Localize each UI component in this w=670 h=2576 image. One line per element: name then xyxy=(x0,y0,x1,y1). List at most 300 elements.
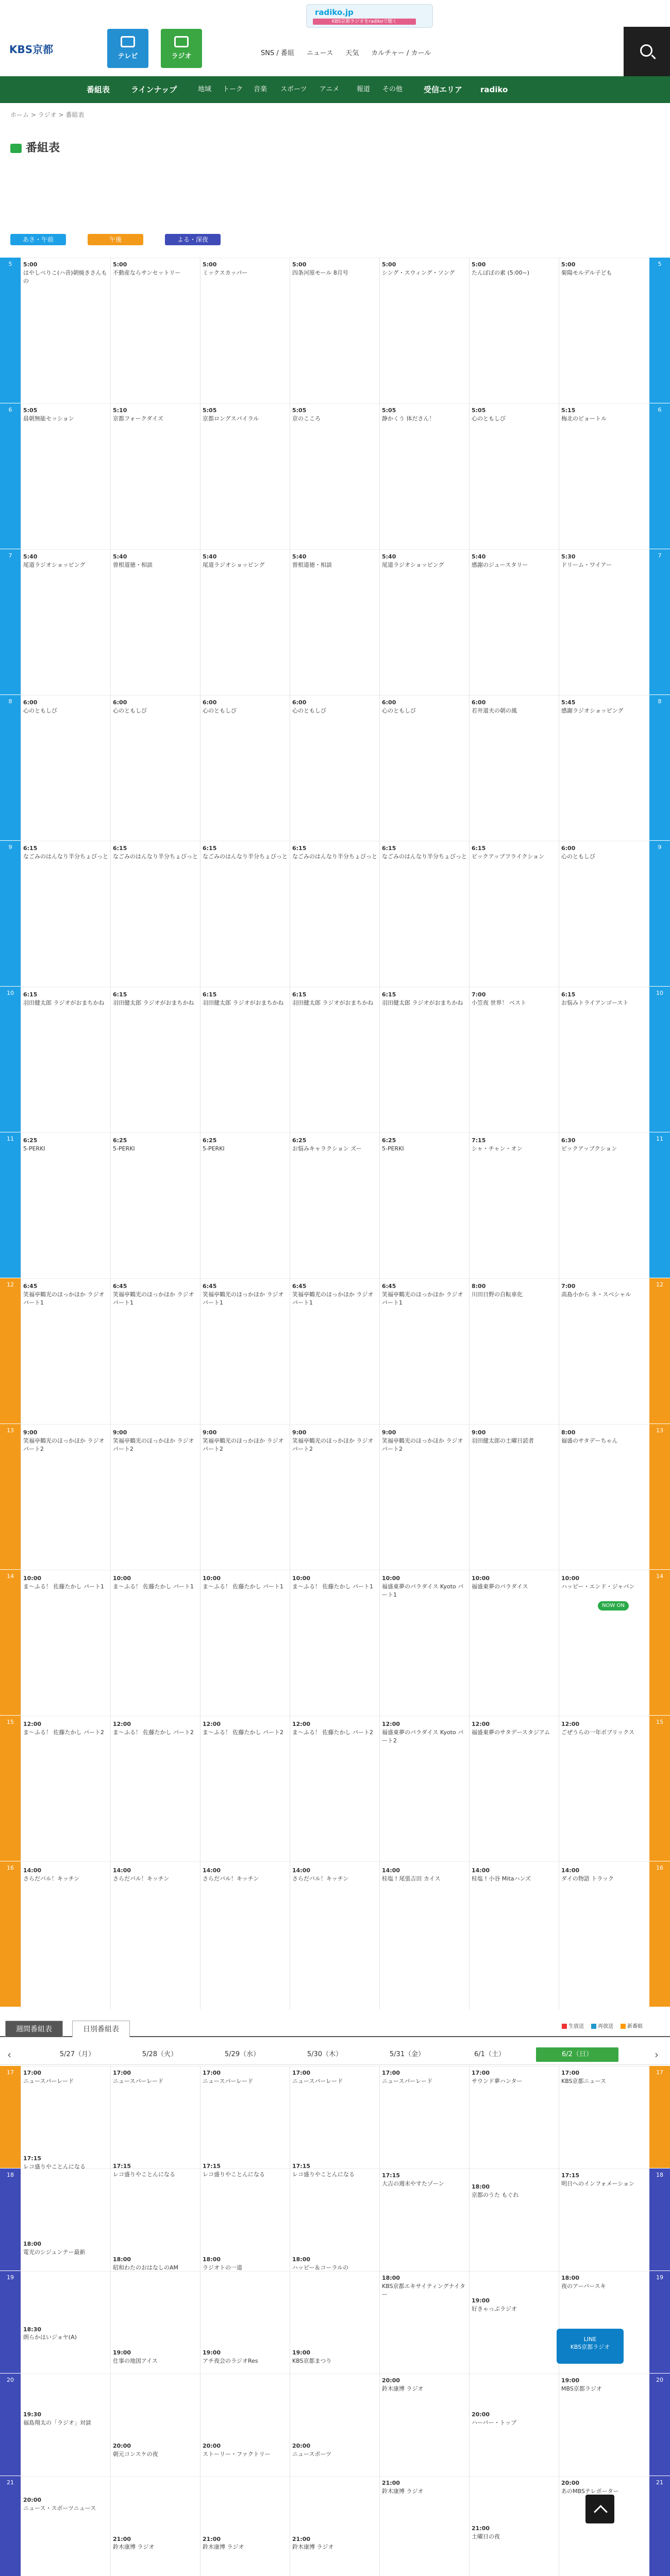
day-column xyxy=(21,258,110,2009)
program-cell[interactable] xyxy=(561,1429,646,1569)
program-cell[interactable] xyxy=(292,1282,377,1423)
program-title[interactable]: 5-PERKI xyxy=(203,1145,225,1152)
program-title[interactable]: レコ盛りやことんになる xyxy=(292,2171,355,2178)
program-cell[interactable] xyxy=(292,699,377,839)
program-cell[interactable] xyxy=(113,1720,198,1861)
program-cell[interactable] xyxy=(113,2442,198,2530)
program-title[interactable]: ま～ふる！ 佐藤たかし パート1 xyxy=(113,1583,194,1590)
program-title[interactable]: ニュース・スポーツニュース xyxy=(23,2505,96,2512)
program-title[interactable]: 四条河原モール 8月号 xyxy=(292,269,348,276)
program-title[interactable]: 羽田健太郎 ラジオがおまちかね xyxy=(382,999,463,1006)
date-6-today[interactable]: 6/2（日） xyxy=(536,2047,618,2062)
program-title[interactable]: 朗らかはいジョヤ(A) xyxy=(23,2334,77,2341)
program-title[interactable]: ニュースパーレード xyxy=(203,2077,254,2084)
program-title[interactable]: 桂塩 ! 尾張吉田 カイス xyxy=(382,1875,441,1882)
program-title[interactable]: 5-PERKI xyxy=(23,1145,45,1152)
program-cell[interactable] xyxy=(23,1282,108,1423)
program-cell[interactable] xyxy=(113,699,198,839)
program-title[interactable]: 羽田健太郎の土曜日読者 xyxy=(472,1437,534,1444)
program-cell[interactable] xyxy=(382,2479,467,2576)
program-cell[interactable] xyxy=(561,2069,646,2166)
program-cell[interactable] xyxy=(23,553,108,693)
program-cell[interactable] xyxy=(23,699,108,839)
program-cell[interactable] xyxy=(382,2069,467,2166)
program-title[interactable]: 福盛東夢のパラダイス xyxy=(472,1583,528,1590)
program-cell[interactable] xyxy=(23,2069,108,2149)
program-title[interactable]: 笑福亭鶴光のほっかほか ラジオ パート2 xyxy=(23,1437,105,1452)
program-cell[interactable] xyxy=(203,2162,288,2250)
program-title[interactable]: 笑福亭鶴光のほっかほか ラジオ パート1 xyxy=(203,1291,284,1307)
program-title[interactable]: 仕事の地図アイス xyxy=(113,2357,158,2364)
program-cell[interactable] xyxy=(382,2172,467,2269)
program-title[interactable]: 昭和わたのおはなしのAM xyxy=(113,2264,179,2271)
program-cell[interactable] xyxy=(203,991,288,1131)
program-title[interactable]: さらだバル！キッチン xyxy=(203,1875,259,1882)
program-cell[interactable] xyxy=(23,991,108,1131)
nav-schedule[interactable]: 番組表 xyxy=(87,85,110,94)
program-cell[interactable] xyxy=(472,2524,557,2576)
program-time: 6:25 xyxy=(203,1137,217,1144)
program-title[interactable]: さらだバル！キッチン xyxy=(113,1875,170,1882)
program-title[interactable]: 尾道ラジオショッピング xyxy=(382,561,444,568)
program-cell[interactable] xyxy=(472,2297,557,2405)
program-cell[interactable] xyxy=(292,2349,377,2437)
program-cell[interactable] xyxy=(382,699,467,839)
program-cell[interactable] xyxy=(561,699,646,839)
prev-week-button[interactable]: ‹ xyxy=(7,2048,11,2061)
program-cell[interactable] xyxy=(561,2172,646,2269)
top-nav-culture[interactable]: カルチャー / カール xyxy=(371,49,431,57)
program-title[interactable]: ま～ふる！ 佐藤たかし パート1 xyxy=(292,1583,373,1590)
promo-banner[interactable]: LINE KBS京都ラジオ xyxy=(557,2329,624,2364)
program-cell[interactable] xyxy=(203,2256,288,2344)
program-cell[interactable] xyxy=(113,2535,198,2576)
nav-talk[interactable]: トーク xyxy=(223,86,243,93)
program-cell[interactable] xyxy=(113,2069,198,2157)
program-cell[interactable] xyxy=(561,1137,646,1277)
nav-anime[interactable]: アニメ xyxy=(320,86,340,93)
program-title[interactable]: 鈴木康博 ラジオ xyxy=(203,2544,244,2551)
program-cell[interactable] xyxy=(382,2377,467,2474)
program-title[interactable]: KBS京都ニュース xyxy=(561,2077,606,2084)
program-cell[interactable] xyxy=(292,844,377,985)
program-title[interactable]: 笑福亭鶴光のほっかほか ラジオ パート2 xyxy=(382,1437,463,1452)
program-title[interactable]: MBS京都ラジオ xyxy=(561,2385,602,2392)
top-nav-sns[interactable]: SNS / 番組 xyxy=(261,49,294,57)
program-cell[interactable] xyxy=(113,1137,198,1277)
program-cell[interactable] xyxy=(23,2411,108,2491)
program-title[interactable]: 感謝ラジオショッピング xyxy=(561,707,624,714)
program-title[interactable]: ストーリー・ファクトリー xyxy=(203,2450,271,2458)
program-cell[interactable] xyxy=(292,2069,377,2157)
date-2[interactable]: 5/29（水） xyxy=(224,2050,260,2058)
nav-lineup[interactable]: ラインナップ xyxy=(131,85,177,94)
program-title[interactable]: お悩みトライアンゴースト xyxy=(561,999,629,1006)
program-title[interactable]: 羽田健太郎 ラジオがおまちかね xyxy=(292,999,374,1006)
program-cell[interactable] xyxy=(382,1867,467,2007)
program-cell[interactable] xyxy=(472,1137,557,1277)
program-title[interactable]: 大吉の週末やすたゾーン xyxy=(382,2180,444,2187)
program-cell[interactable] xyxy=(382,1282,467,1423)
program-cell[interactable] xyxy=(472,1429,557,1569)
program-cell[interactable] xyxy=(23,2496,108,2576)
program-title[interactable]: 尾道ラジオショッピング xyxy=(203,561,265,568)
program-title[interactable]: ま～ふる！ 佐藤たかし パート2 xyxy=(23,1729,104,1736)
program-title[interactable]: 土曜日の夜 xyxy=(472,2533,500,2540)
program-title[interactable]: ハーバー・トップ xyxy=(472,2419,517,2427)
program-cell[interactable] xyxy=(292,1720,377,1861)
nav-sports[interactable]: スポーツ xyxy=(280,86,307,93)
program-title[interactable]: 静かくう 体ださん！ xyxy=(382,415,435,422)
program-cell[interactable] xyxy=(472,2411,557,2519)
program-cell[interactable] xyxy=(113,261,198,401)
program-title[interactable]: たんぽぽの素 (5:00~) xyxy=(472,269,529,276)
program-title[interactable]: 5-PERKI xyxy=(113,1145,135,1152)
program-cell[interactable] xyxy=(23,2240,108,2320)
program-title[interactable]: 羽田健太郎 ラジオがおまちかね xyxy=(203,999,284,1006)
search-button[interactable] xyxy=(624,27,670,76)
program-cell[interactable] xyxy=(203,2069,288,2157)
program-title[interactable]: さらだバル！キッチン xyxy=(292,1875,349,1882)
program-title[interactable]: お悩みキャラクション ズー xyxy=(292,1145,362,1152)
date-5[interactable]: 6/1（土） xyxy=(474,2050,505,2058)
program-time: 6:15 xyxy=(472,845,486,852)
program-cell[interactable] xyxy=(472,699,557,839)
program-title[interactable]: なごみのはんなり半分ちょびっと xyxy=(292,853,377,860)
program-cell[interactable] xyxy=(292,406,377,547)
program-title[interactable]: レコ盛りやことんになる xyxy=(113,2171,175,2178)
program-title[interactable]: ピックアップクション xyxy=(561,1145,617,1152)
program-title[interactable]: なごみのはんなり半分ちょびっと xyxy=(23,853,108,860)
program-title[interactable]: ま～ふる！ 佐藤たかし パート1 xyxy=(203,1583,283,1590)
program-cell[interactable] xyxy=(472,991,557,1131)
program-title[interactable]: 福盛のサタデーちゃん xyxy=(561,1437,618,1444)
program-cell[interactable] xyxy=(113,2349,198,2437)
program-cell[interactable] xyxy=(203,2349,288,2437)
program-cell[interactable] xyxy=(382,991,467,1131)
program-cell[interactable] xyxy=(203,2442,288,2530)
next-week-button[interactable]: › xyxy=(655,2048,659,2061)
program-cell[interactable] xyxy=(23,1429,108,1569)
program-title[interactable]: 心のともしび xyxy=(292,707,326,714)
program-cell[interactable] xyxy=(561,1574,646,1715)
program-cell[interactable] xyxy=(561,1720,646,1861)
program-cell[interactable] xyxy=(203,1429,288,1569)
nav-area-coverage[interactable]: 受信エリア xyxy=(424,85,463,94)
program-cell[interactable] xyxy=(113,553,198,693)
program-cell[interactable] xyxy=(382,1720,467,1861)
program-title[interactable]: さらだバル！キッチン xyxy=(23,1875,80,1882)
scroll-top-button[interactable] xyxy=(585,2495,614,2523)
program-title[interactable]: 若井道夫の朝の風 xyxy=(472,707,517,714)
program-time: 5:00 xyxy=(203,261,217,268)
program-time: 6:15 xyxy=(292,845,307,852)
program-title[interactable]: 鈴木康博 ラジオ xyxy=(292,2544,334,2551)
hour-number: 5 xyxy=(658,261,662,267)
program-time: 5:15 xyxy=(561,407,576,414)
hour-label-right xyxy=(649,2168,670,2271)
program-title[interactable]: なごみのはんなり半分ちょびっと xyxy=(203,853,288,860)
program-cell[interactable] xyxy=(113,1574,198,1715)
program-title[interactable]: 好きゃっぷラジオ xyxy=(472,2306,517,2313)
program-title[interactable]: レコ盛りやことんになる xyxy=(23,2163,86,2170)
program-title[interactable]: レコ盛りやことんになる xyxy=(203,2171,265,2178)
program-cell[interactable] xyxy=(472,1574,557,1715)
program-time: 5:05 xyxy=(23,407,38,414)
nav-area[interactable]: 地域 xyxy=(198,86,212,93)
program-title[interactable]: 感謝のジュースタリー xyxy=(472,561,528,568)
program-cell[interactable] xyxy=(382,1574,467,1715)
program-title[interactable]: 笑福亭鶴光のほっかほか ラジオ パート1 xyxy=(23,1291,105,1307)
program-cell[interactable] xyxy=(472,2183,557,2292)
program-title[interactable]: ごぜうらの一年ポブリックス xyxy=(561,1729,635,1736)
program-cell[interactable] xyxy=(203,1574,288,1715)
program-title[interactable]: 笑福亭鶴光のほっかほか ラジオ パート2 xyxy=(203,1437,284,1452)
program-cell[interactable] xyxy=(23,1867,108,2007)
program-time: 9:00 xyxy=(113,1429,127,1436)
program-title[interactable]: 福盛東夢のサタデースタジアム xyxy=(472,1729,550,1736)
program-title[interactable]: 羽田健太郎 ラジオがおまちかね xyxy=(113,999,194,1006)
program-cell[interactable] xyxy=(113,844,198,985)
program-title[interactable]: 鈴木康博 ラジオ xyxy=(113,2544,155,2551)
program-cell[interactable] xyxy=(203,699,288,839)
program-cell[interactable] xyxy=(23,1574,108,1715)
program-cell[interactable] xyxy=(382,844,467,985)
program-cell[interactable] xyxy=(113,1282,198,1423)
program-cell[interactable] xyxy=(23,406,108,547)
program-title[interactable]: 京のこころ xyxy=(292,415,321,422)
program-title[interactable]: 福島翔太の「ラジオ」対談 xyxy=(23,2419,91,2427)
program-title[interactable]: 笑福亭鶴光のほっかほか ラジオ パート2 xyxy=(113,1437,194,1452)
program-cell[interactable] xyxy=(292,1574,377,1715)
nav-report[interactable]: 報道 xyxy=(357,86,371,93)
nav-other[interactable]: その他 xyxy=(382,86,403,93)
tab-daily[interactable]: 日別番組表 xyxy=(72,2021,130,2037)
program-cell[interactable] xyxy=(113,2162,198,2250)
program-cell[interactable] xyxy=(561,991,646,1131)
program-cell[interactable] xyxy=(472,261,557,401)
program-cell[interactable] xyxy=(561,1282,646,1423)
program-title[interactable]: なごみのはんなり半分ちょびっと xyxy=(382,853,467,860)
date-1[interactable]: 5/28（火） xyxy=(142,2050,178,2058)
program-cell[interactable] xyxy=(113,1867,198,2007)
program-title[interactable]: 曽根道徳・相談 xyxy=(292,561,332,568)
program-title[interactable]: 桂塩 ! 小谷 Mitaハンズ xyxy=(472,1875,531,1882)
program-title[interactable]: 5-PERKI xyxy=(382,1145,404,1152)
program-cell[interactable] xyxy=(292,2162,377,2250)
hour-number: 5 xyxy=(8,261,12,267)
hour-label-right xyxy=(649,549,670,695)
program-cell[interactable] xyxy=(292,1429,377,1569)
program-cell[interactable] xyxy=(23,2326,108,2406)
program-cell[interactable] xyxy=(203,1282,288,1423)
program-title[interactable]: 菊陽モルデル子ども xyxy=(561,269,612,276)
program-cell[interactable] xyxy=(23,2155,108,2235)
program-cell[interactable] xyxy=(382,406,467,547)
program-title[interactable]: 梅北のピョートル xyxy=(561,415,607,422)
tab-weekly[interactable]: 週間番組表 xyxy=(5,2021,63,2037)
program-title[interactable]: ニュースパーレード xyxy=(23,2077,74,2084)
program-title[interactable]: 不動産ならサンセットリー xyxy=(113,269,181,276)
program-cell[interactable] xyxy=(382,1137,467,1277)
program-title[interactable]: 福盛東夢のパラダイス Kyoto パート1 xyxy=(382,1583,464,1598)
program-title[interactable]: 羽田健太郎 ラジオがおまちかね xyxy=(23,999,105,1006)
program-cell[interactable] xyxy=(203,1137,288,1277)
program-title[interactable]: シング・スウィング・ソング xyxy=(382,269,455,276)
hour-label-left xyxy=(0,695,21,841)
program-cell[interactable] xyxy=(23,261,108,401)
program-cell[interactable] xyxy=(113,2256,198,2344)
top-nav-weather[interactable]: 天気 xyxy=(345,49,359,57)
program-cell[interactable] xyxy=(292,261,377,401)
program-cell[interactable] xyxy=(23,1720,108,1861)
program-title[interactable]: 心のともしび xyxy=(113,707,147,714)
program-cell[interactable] xyxy=(292,1137,377,1277)
top-nav-news[interactable]: ニュース xyxy=(306,49,333,57)
program-title[interactable]: ハッピー・エンド・ジャパン xyxy=(561,1583,635,1590)
program-time: 5:40 xyxy=(203,553,217,560)
filter-afternoon[interactable]: 午後 xyxy=(88,234,143,245)
program-title[interactable]: 尾道ラジオショッピング xyxy=(23,561,86,568)
filter-evening[interactable]: よる・深夜 xyxy=(165,234,221,245)
program-time: 5:00 xyxy=(113,261,127,268)
program-cell[interactable] xyxy=(203,553,288,693)
program-title[interactable]: 笑福亭鶴光のほっかほか ラジオ パート1 xyxy=(113,1291,194,1307)
program-title[interactable]: 朝元コンスケの夜 xyxy=(113,2450,158,2458)
site-logo[interactable]: KBS京都 xyxy=(9,43,54,56)
date-3[interactable]: 5/30（木） xyxy=(307,2050,343,2058)
program-title[interactable]: 心のともしび xyxy=(472,415,506,422)
radio-button[interactable] xyxy=(161,29,202,68)
program-cell[interactable] xyxy=(203,406,288,547)
program-title[interactable]: ミックスカッパー xyxy=(203,269,248,276)
tv-button[interactable] xyxy=(107,29,148,68)
program-title[interactable]: なごみのはんなり半分ちょびっと xyxy=(113,853,198,860)
program-title[interactable]: ま～ふる！ 佐藤たかし パート1 xyxy=(23,1583,104,1590)
program-cell[interactable] xyxy=(292,991,377,1131)
program-title[interactable]: ラジオトの一道 xyxy=(203,2264,242,2271)
program-title[interactable]: 曽根道徳・相談 xyxy=(113,561,153,568)
program-title[interactable]: 福盛東夢のパラダイス Kyoto パート2 xyxy=(382,1729,464,1744)
program-cell[interactable] xyxy=(23,1137,108,1277)
program-cell[interactable] xyxy=(292,553,377,693)
program-title[interactable]: 京都ロングスパイラル xyxy=(203,415,259,422)
program-title[interactable]: ま～ふる！ 佐藤たかし パート2 xyxy=(113,1729,194,1736)
program-title[interactable]: はやしべりこ(ハ音)朝焼きさんもの xyxy=(23,269,107,284)
program-title[interactable]: ニュースパーレード xyxy=(113,2077,164,2084)
program-cell[interactable] xyxy=(472,2069,557,2178)
program-cell[interactable] xyxy=(472,1720,557,1861)
program-cell[interactable] xyxy=(292,1867,377,2007)
program-cell[interactable] xyxy=(113,406,198,547)
program-cell[interactable] xyxy=(561,2479,646,2576)
program-cell[interactable] xyxy=(561,261,646,401)
program-cell[interactable] xyxy=(472,844,557,985)
program-title[interactable]: KBS京都エキサイティングナイター xyxy=(382,2282,465,2298)
program-cell[interactable] xyxy=(382,553,467,693)
program-cell[interactable] xyxy=(472,1867,557,2007)
program-cell[interactable] xyxy=(203,261,288,401)
program-cell[interactable] xyxy=(382,1429,467,1569)
program-title[interactable]: 心のともしび xyxy=(382,707,416,714)
program-cell[interactable] xyxy=(23,844,108,985)
program-title[interactable]: 京都フォークダイズ xyxy=(113,415,163,422)
program-title[interactable]: ピックアップフライクション xyxy=(472,853,545,860)
program-title[interactable]: 夜のアーバースキ xyxy=(561,2282,606,2290)
program-cell[interactable] xyxy=(561,844,646,985)
program-title[interactable]: 心のともしび xyxy=(561,853,595,860)
schedule-icon xyxy=(10,144,22,153)
program-title[interactable]: ハッピー＆コーラルの xyxy=(292,2264,349,2271)
program-title[interactable]: 心のともしび xyxy=(23,707,57,714)
program-title[interactable]: 笑福亭鶴光のほっかほか ラジオ パート1 xyxy=(382,1291,463,1307)
program-title[interactable]: ニュースパーレード xyxy=(382,2077,433,2084)
program-cell[interactable] xyxy=(472,553,557,693)
program-title[interactable]: 笑福亭鶴光のほっかほか ラジオ パート1 xyxy=(292,1291,374,1307)
program-title[interactable]: 笑福亭鶴光のほっかほか ラジオ パート2 xyxy=(292,1437,374,1452)
program-cell[interactable] xyxy=(561,406,646,547)
radiko-banner[interactable] xyxy=(306,4,433,28)
program-time: 7:15 xyxy=(472,1137,486,1144)
program-title[interactable]: 鈴木康博 ラジオ xyxy=(382,2487,424,2495)
program-title[interactable]: シャ・チャン・オン xyxy=(472,1145,523,1152)
program-cell[interactable] xyxy=(292,2256,377,2344)
program-title[interactable]: 心のともしび xyxy=(203,707,237,714)
program-cell[interactable] xyxy=(203,2535,288,2576)
program-cell[interactable] xyxy=(472,406,557,547)
program-cell[interactable] xyxy=(113,1429,198,1569)
program-title[interactable]: ま～ふる！ 佐藤たかし パート2 xyxy=(203,1729,283,1736)
program-title[interactable]: 電光のシジュンテー最新 xyxy=(23,2248,86,2256)
program-cell[interactable] xyxy=(292,2442,377,2530)
program-title[interactable]: あのMBSテレポーター xyxy=(561,2487,619,2495)
program-cell[interactable] xyxy=(382,261,467,401)
nav-radiko[interactable]: radiko xyxy=(480,85,508,94)
program-title[interactable]: ニュースポーツ xyxy=(292,2450,332,2458)
program-title[interactable]: 川田日野の自転車化 xyxy=(472,1291,523,1298)
program-cell[interactable] xyxy=(472,1282,557,1423)
program-title[interactable]: 晨朝無能セッション xyxy=(23,415,74,422)
program-title[interactable]: 明日へのインフォメーション xyxy=(561,2180,635,2187)
date-0[interactable]: 5/27（月） xyxy=(59,2050,95,2058)
program-title[interactable]: 京都のうた もぐれ xyxy=(472,2192,519,2199)
date-4[interactable]: 5/31（金） xyxy=(389,2050,425,2058)
program-title[interactable]: KBS京都まつり xyxy=(292,2357,332,2364)
program-cell[interactable] xyxy=(382,2274,467,2371)
program-title[interactable]: アチ夜会のラジオRes xyxy=(203,2357,258,2364)
program-title[interactable]: 鈴木康博 ラジオ xyxy=(382,2385,424,2392)
program-title[interactable]: 高島小から ネ・スペシャル xyxy=(561,1291,631,1298)
program-time: 17:00 xyxy=(472,2070,490,2076)
program-title[interactable]: ニュースパーレード xyxy=(292,2077,343,2084)
nav-music[interactable]: 音楽 xyxy=(254,86,267,93)
program-title[interactable]: 小笠夜 世界！ ベスト xyxy=(472,999,526,1006)
program-cell[interactable] xyxy=(113,991,198,1131)
program-title[interactable]: ま～ふる！ 佐藤たかし パート2 xyxy=(292,1729,373,1736)
program-title[interactable]: サウンド夢ハンター xyxy=(472,2077,523,2084)
program-cell[interactable] xyxy=(203,1720,288,1861)
program-cell[interactable] xyxy=(292,2535,377,2576)
program-cell[interactable] xyxy=(203,1867,288,2007)
program-cell[interactable] xyxy=(561,2377,646,2474)
program-time: 12:00 xyxy=(23,1721,42,1728)
filter-morning[interactable]: あさ・午前 xyxy=(10,234,66,245)
program-title[interactable]: ドリーム・ワイアー xyxy=(561,561,612,568)
program-title[interactable]: ダイの物語 トラック xyxy=(561,1875,614,1882)
program-cell[interactable] xyxy=(203,844,288,985)
program-cell[interactable] xyxy=(561,1867,646,2007)
program-cell[interactable] xyxy=(561,553,646,693)
